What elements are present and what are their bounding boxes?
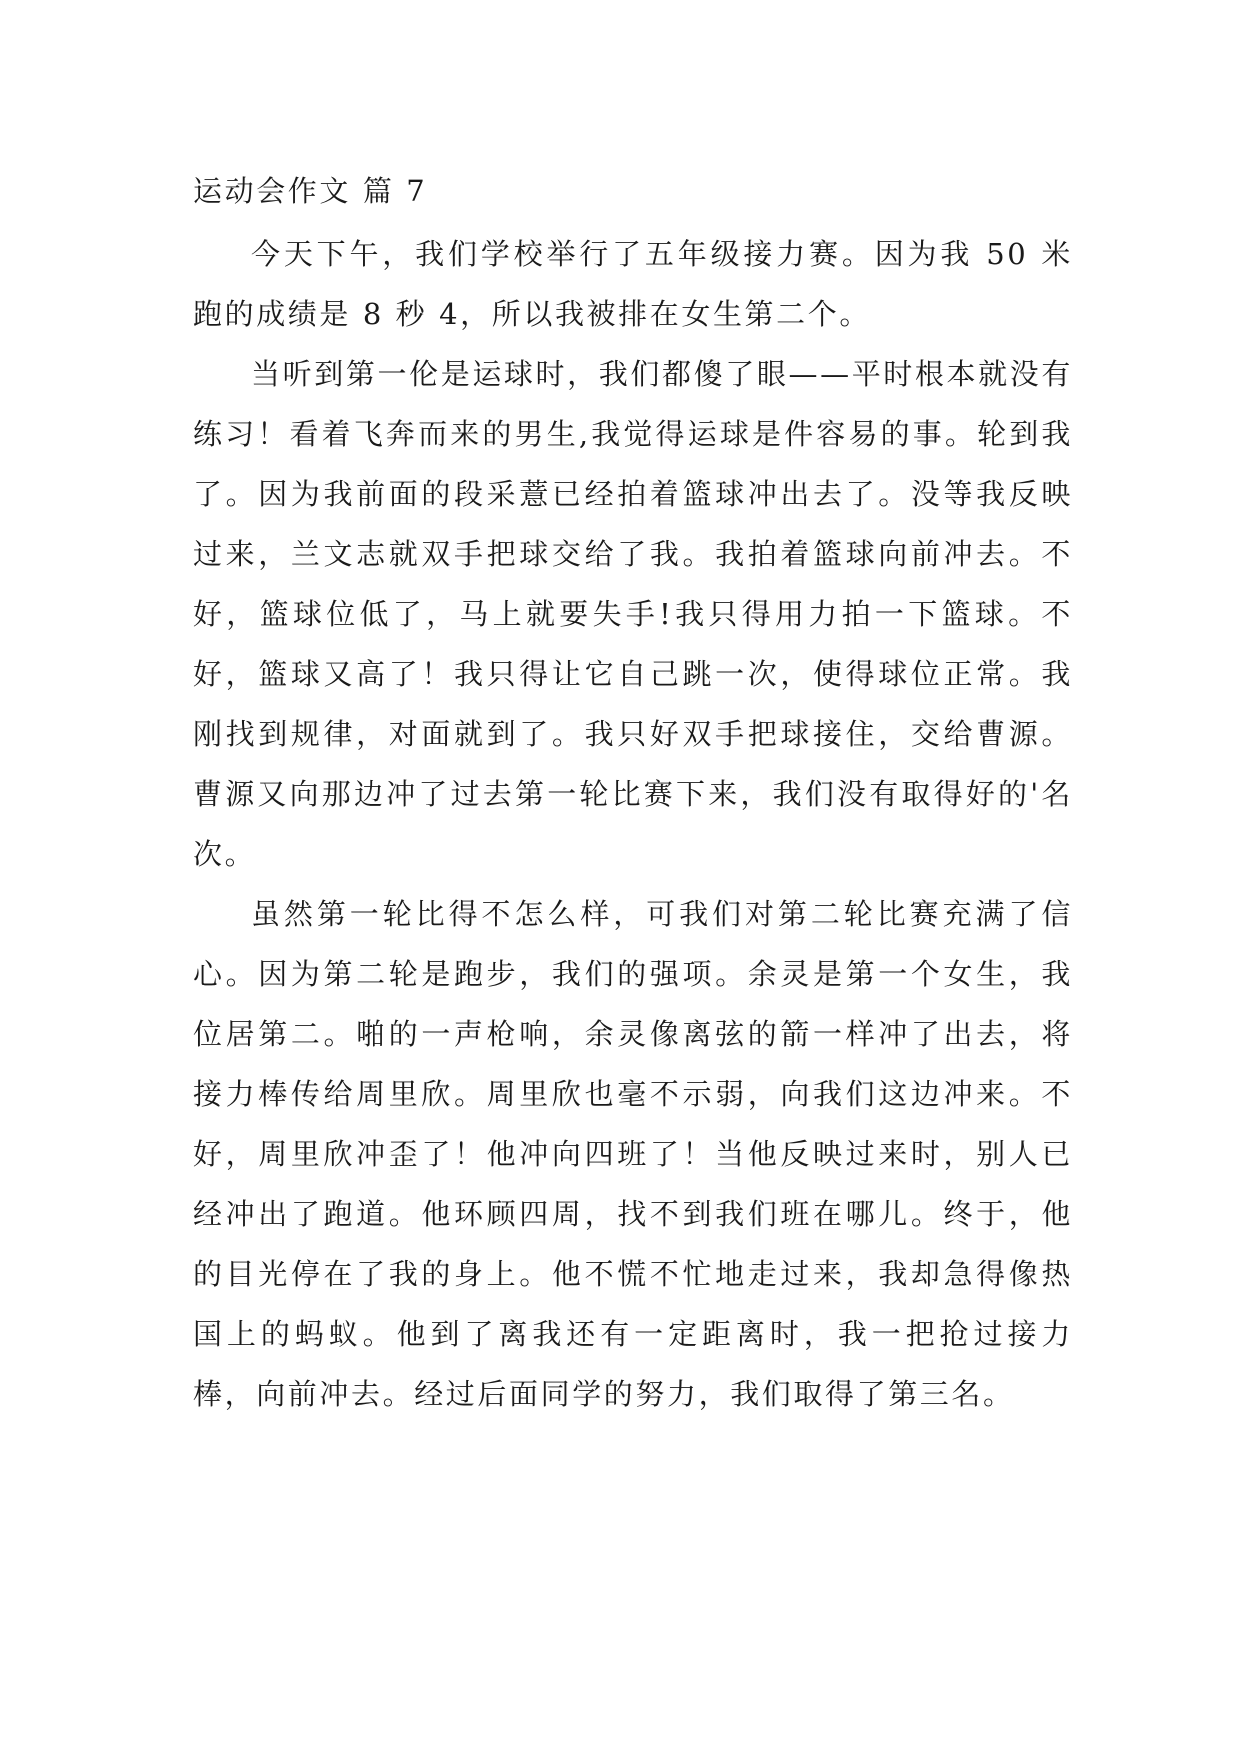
paragraph-3: 虽然第一轮比得不怎么样，可我们对第二轮比赛充满了信心。因为第二轮是跑步，我们的强项。余灵是第一个女生，我位居第二。啪的一声枪响，余灵像离弦的箭一样冲了出去，将接力棒传给周里欣。周里欣也毫不示弱，向我们这边冲来。不好，周里欣冲歪了！他冲向四班了！当他反映过来时，别人已经冲出了跑道。他环顾四周，找不到我们班在哪儿。终于，他的目光停在了我的身上。他不慌不忙地走过来，我却急得像热国上的蚂蚁。他到了离我还有一定距离时，我一把抢过接力棒，向前冲去。经过后面同学的努力，我们取得了第三名。 xyxy=(193,897,1073,1411)
paragraph-1: 今天下午，我们学校举行了五年级接力赛。因为我 50 米跑的成绩是 8 秒 4，所以我被排在女生第二个。 xyxy=(193,237,1073,331)
paragraph-2: 当听到第一伦是运球时，我们都傻了眼——平时根本就没有练习！看着飞奔而来的男生,我觉得运球是件容易的事。轮到我了。因为我前面的段采薏已经拍着篮球冲出去了。没等我反映过来，兰文志就双手把球交给了我。我拍着篮球向前冲去。不好，篮球位低了，马上就要失手!我只得用力拍一下篮球。不好，篮球又高了！我只得让它自己跳一次，使得球位正常。我刚找到规律，对面就到了。我只好双手把球接住，交给曹源。曹源又向那边冲了过去第一轮比赛下来，我们没有取得好的'名次。 xyxy=(193,357,1073,871)
document-title: 运动会作文 篇 7 xyxy=(193,174,428,208)
document-body xyxy=(193,158,1073,1424)
